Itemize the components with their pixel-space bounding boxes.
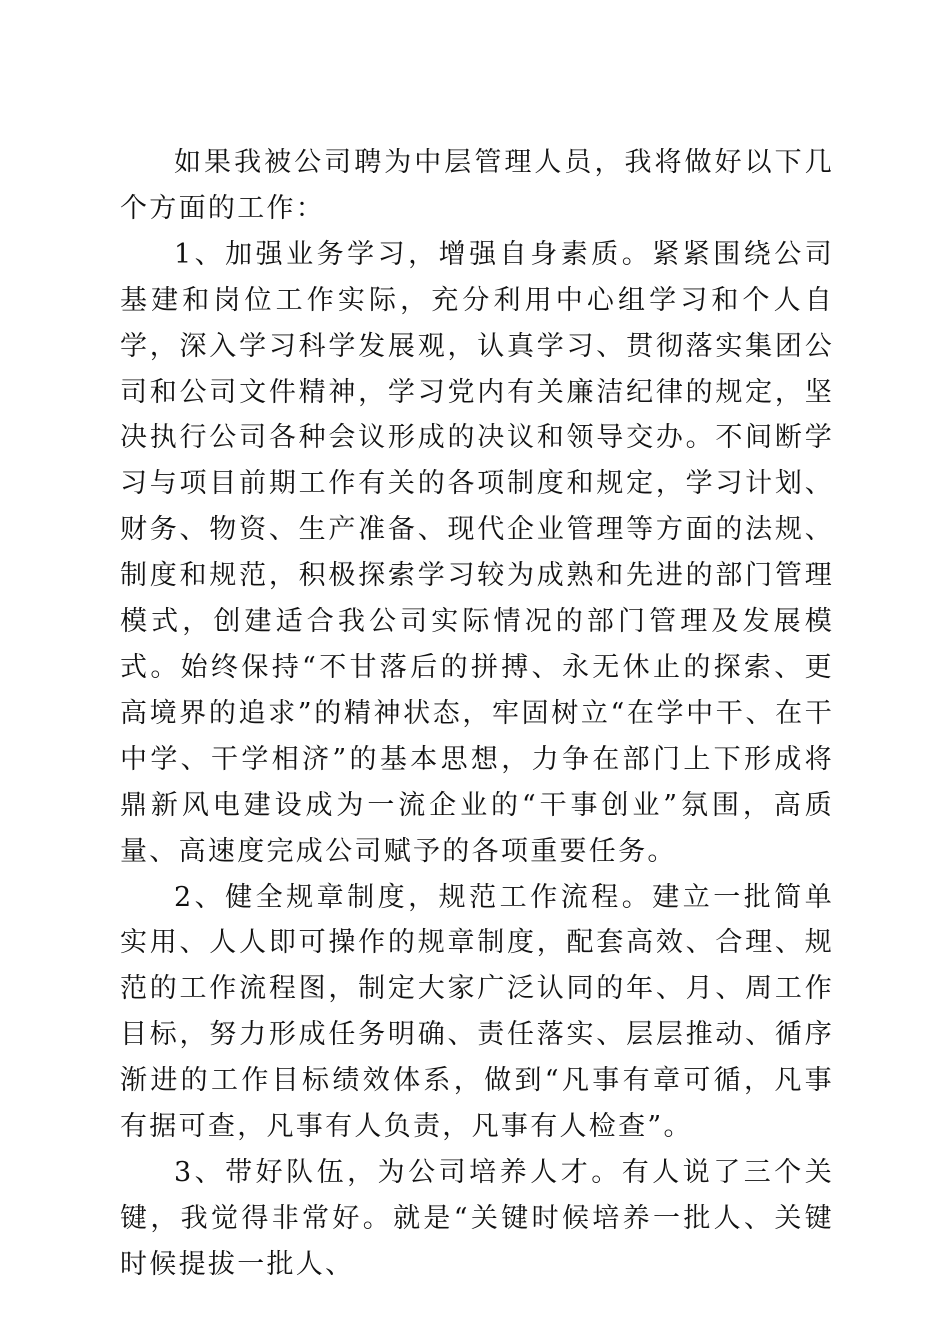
paragraph-item-3: 3、带好队伍，为公司培养人才。有人说了三个关键，我觉得非常好。就是“关键时候培养一批人、关键时候提拔一批人、	[120, 1156, 834, 1280]
paragraph-item-1: 1、加强业务学习，增强自身素质。紧紧围绕公司基建和岗位工作实际，充分利用中心组学习和个人自学，深入学习科学发展观，认真学习、贯彻落实集团公司和公司文件精神，学习党内有关廉洁纪律的规定，坚决执行公司各种会议形成的决议和领导交办。不间断学习与项目前期工作有关的各项制度和规定，学习计划、财务、物资、生产准备、现代企业管理等方面的法规、制度和规范，积极探索学习较为成熟和先进的部门管理模式，创建适合我公司实际情况的部门管理及发展模式。始终保持“不甘落后的拼搏、永无休止的探索、更高境界的追求”的精神状态，牢固树立“在学中干、在干中学、干学相济”的基本思想，力争在部门上下形成将鼎新风电建设成为一流企业的“干事创业”氛围，高质量、高速度完成公司赋予的各项重要任务。	[120, 238, 834, 867]
paragraph-intro: 如果我被公司聘为中层管理人员，我将做好以下几个方面的工作：	[120, 147, 834, 224]
document-body	[120, 140, 834, 1288]
paragraph-item-2: 2、健全规章制度，规范工作流程。建立一批简单实用、人人即可操作的规章制度，配套高效、合理、规范的工作流程图，制定大家广泛认同的年、月、周工作目标，努力形成任务明确、责任落实、层层推动、循序渐进的工作目标绩效体系，做到“凡事有章可循，凡事有据可查，凡事有人负责，凡事有人检查”。	[120, 881, 834, 1143]
